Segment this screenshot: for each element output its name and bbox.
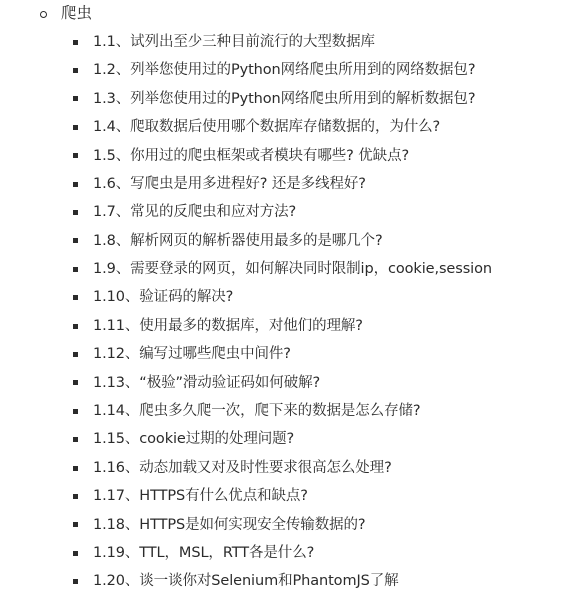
list-item-text: 1.3、列举您使用过的Python网络爬虫所用到的解析数据包?	[93, 90, 476, 107]
square-bullet-icon	[73, 324, 78, 329]
list-item	[0, 170, 588, 198]
square-bullet-icon	[73, 40, 78, 45]
square-bullet-icon	[73, 125, 78, 130]
list-item-text: 1.18、HTTPS是如何实现安全传输数据的?	[93, 516, 366, 533]
list-item	[0, 369, 588, 397]
list-item-text: 1.19、TTL，MSL，RTT各是什么?	[93, 544, 315, 561]
list-item	[0, 113, 588, 141]
list-item-text: 1.5、你用过的爬虫框架或者模块有哪些? 优缺点?	[93, 147, 410, 164]
list-item	[0, 28, 588, 56]
hollow-circle-bullet-icon	[40, 11, 47, 18]
list-item-text: 1.11、使用最多的数据库，对他们的理解?	[93, 317, 363, 334]
square-bullet-icon	[73, 579, 78, 584]
list-item	[0, 482, 588, 510]
list-item-text: 1.9、需要登录的网页，如何解决同时限制ip，cookie,session	[93, 261, 492, 278]
square-bullet-icon	[73, 380, 78, 385]
list-item-text: 1.16、动态加载又对及时性要求很高怎么处理?	[93, 459, 392, 476]
list-item-text: 1.17、HTTPS有什么优点和缺点?	[93, 488, 308, 505]
square-bullet-icon	[73, 267, 78, 272]
square-bullet-icon	[73, 96, 78, 101]
square-bullet-icon	[73, 409, 78, 414]
square-bullet-icon	[73, 238, 78, 243]
square-bullet-icon	[73, 494, 78, 499]
square-bullet-icon	[73, 68, 78, 73]
list-item	[0, 142, 588, 170]
square-bullet-icon	[73, 466, 78, 471]
list-item	[0, 511, 588, 539]
square-bullet-icon	[73, 153, 78, 158]
square-bullet-icon	[73, 522, 78, 527]
list-item	[0, 284, 588, 312]
list-item-text: 1.15、cookie过期的处理问题?	[93, 431, 295, 448]
list-item-text: 1.4、爬取数据后使用哪个数据库存储数据的，为什么?	[93, 119, 441, 136]
question-list	[0, 28, 588, 596]
list-item-text: 1.20、谈一谈你对Selenium和PhantomJS了解	[93, 573, 399, 590]
list-item-text: 1.1、试列出至少三种目前流行的大型数据库	[93, 33, 375, 50]
square-bullet-icon	[73, 210, 78, 215]
list-item	[0, 227, 588, 255]
list-item	[0, 340, 588, 368]
list-item-text: 1.7、常见的反爬虫和应对方法?	[93, 204, 297, 221]
square-bullet-icon	[73, 352, 78, 357]
list-item-text: 1.14、爬虫多久爬一次，爬下来的数据是怎么存储?	[93, 403, 421, 420]
section-title: 爬虫	[61, 4, 93, 23]
list-item	[0, 56, 588, 84]
list-item	[0, 85, 588, 113]
list-item	[0, 454, 588, 482]
square-bullet-icon	[73, 551, 78, 556]
list-item-text: 1.6、写爬虫是用多进程好? 还是多线程好?	[93, 175, 366, 192]
list-item	[0, 198, 588, 226]
section-heading	[40, 0, 92, 28]
square-bullet-icon	[73, 295, 78, 300]
list-item-text: 1.12、编写过哪些爬虫中间件?	[93, 346, 291, 363]
list-item	[0, 425, 588, 453]
square-bullet-icon	[73, 182, 78, 187]
list-item	[0, 567, 588, 595]
list-item	[0, 539, 588, 567]
list-item	[0, 255, 588, 283]
list-item-text: 1.13、“极验”滑动验证码如何破解?	[93, 374, 321, 391]
square-bullet-icon	[73, 437, 78, 442]
list-item-text: 1.10、验证码的解决?	[93, 289, 234, 306]
list-item-text: 1.2、列举您使用过的Python网络爬虫所用到的网络数据包?	[93, 62, 476, 79]
list-item	[0, 312, 588, 340]
list-item	[0, 397, 588, 425]
list-item-text: 1.8、解析网页的解析器使用最多的是哪几个?	[93, 232, 383, 249]
